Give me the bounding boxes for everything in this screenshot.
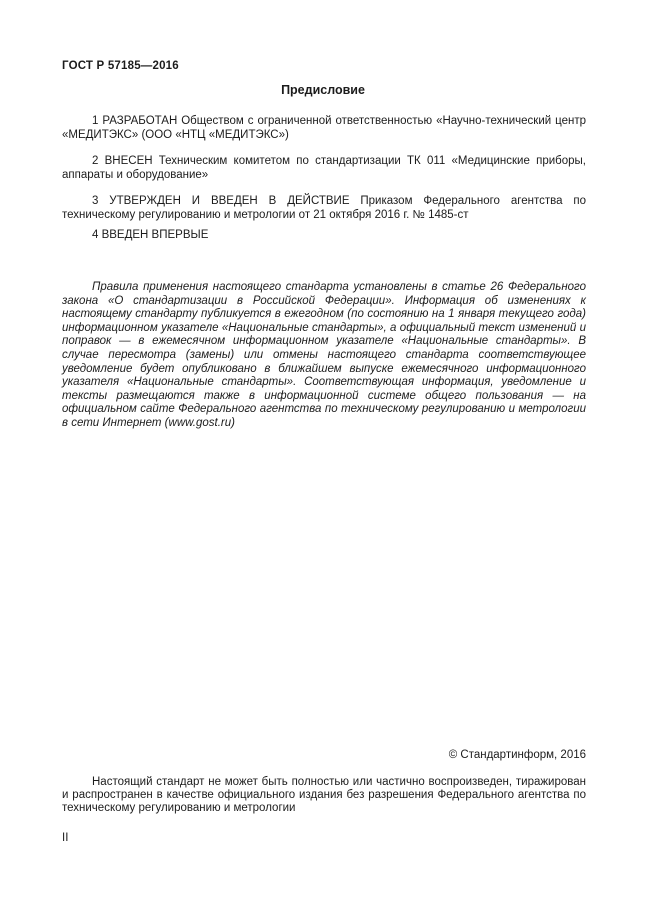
foreword-item-developed: 1 РАЗРАБОТАН Обществом с ограниченной ответственностью «Научно-технический центр «МЕДИТЭКС» (ООО «НТЦ «МЕДИТЭКС») (62, 115, 586, 141)
page-number: II (62, 832, 69, 844)
foreword-item-first-introduced: 4 ВВЕДЕН ВПЕРВЫЕ (92, 229, 209, 241)
page-title: Предисловие (281, 83, 365, 97)
foreword-item-submitted: 2 ВНЕСЕН Техническим комитетом по стандартизации ТК 011 «Медицинские приборы, аппараты и оборудование» (62, 155, 586, 181)
reproduction-restriction-note: Настоящий стандарт не может быть полностью или частично воспроизведен, тиражирован и распространен в качестве официального издания без разрешения Федерального агентства по техническому регулированию и метрологии (62, 776, 586, 815)
document-code: ГОСТ Р 57185—2016 (62, 60, 179, 72)
application-rules-note: Правила применения настоящего стандарта установлены в статье 26 Федерального закона «О стандартизации в Российской Федерации». Информация об изменениях к настоящему стандарту публикуется в ежегодном (по состоянию на 1 января текущего года) информационном указателе «Национальные стандарты», а официальный текст изменений и поправок — в ежемесячном информационном указателе «Национальные стандарты». В случае пересмотра (замены) или отмены настоящего стандарта соответствующее уведомление будет опубликовано в ближайшем выпуске ежемесячного информационного указателя «Национальные стандарты». Соответствующая информация, уведомление и тексты размещаются также в информационной системе общего пользования — на официальном сайте Федерального агентства по техническому регулированию и метрологии в сети Интернет (www.gost.ru) (62, 281, 586, 429)
copyright-line: © Стандартинформ, 2016 (448, 749, 586, 761)
foreword-item-approved: 3 УТВЕРЖДЕН И ВВЕДЕН В ДЕЙСТВИЕ Приказом Федерального агентства по техническому регулированию и метрологии от 21 октября 2016 г. № 1485-ст (62, 195, 586, 221)
